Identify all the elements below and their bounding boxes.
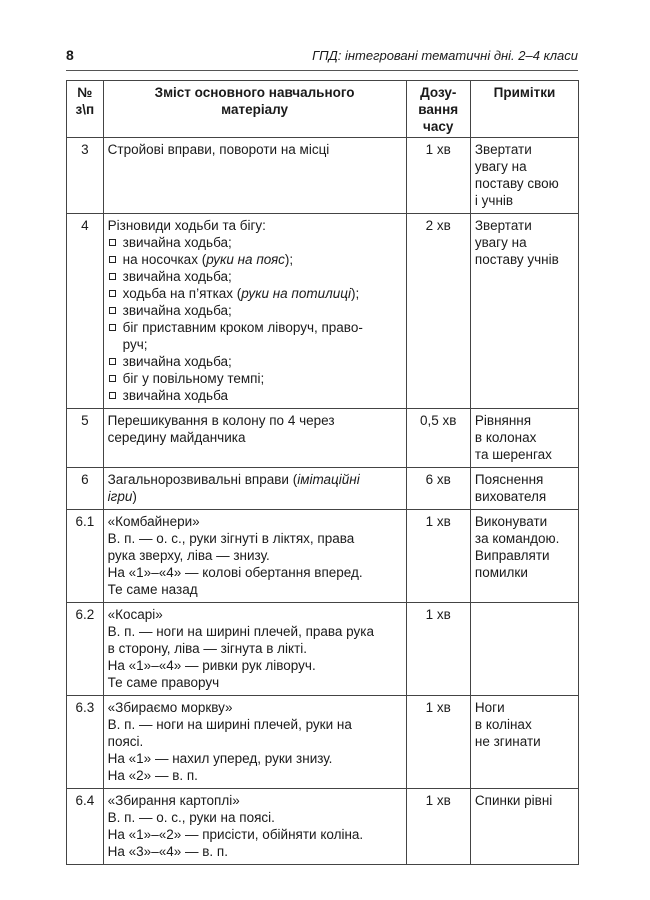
list-item: звичайна ходьба xyxy=(108,387,402,404)
row-dosage: 2 хв xyxy=(406,214,470,409)
header-notes: Примітки xyxy=(470,81,578,138)
list-item: звичайна ходьба; xyxy=(108,234,402,251)
row-number: 3 xyxy=(67,138,104,214)
table-row xyxy=(67,214,579,409)
page-header xyxy=(66,44,578,71)
square-bullet-icon xyxy=(109,358,116,365)
row-notes: Рівняння в колонах та шеренгах xyxy=(470,409,578,468)
square-bullet-icon xyxy=(109,375,116,382)
row-number: 6.1 xyxy=(67,510,104,603)
square-bullet-icon xyxy=(109,256,116,263)
bullet-list xyxy=(108,234,402,404)
list-item: звичайна ходьба; xyxy=(108,268,402,285)
row-number: 4 xyxy=(67,214,104,409)
row-dosage: 1 хв xyxy=(406,138,470,214)
row-number: 5 xyxy=(67,409,104,468)
table-header-row xyxy=(67,81,579,138)
square-bullet-icon xyxy=(109,290,116,297)
row-number: 6 xyxy=(67,468,104,510)
list-item: біг приставним кроком ліворуч, право- руч; xyxy=(108,319,402,353)
list-item: біг у повільному темпі; xyxy=(108,370,402,387)
list-item: ходьба на п’ятках (руки на потилиці); xyxy=(108,285,402,302)
row-notes: Пояснення вихователя xyxy=(470,468,578,510)
table-row xyxy=(67,138,579,214)
row-number: 6.4 xyxy=(67,789,104,865)
list-item: на носочках (руки на пояс); xyxy=(108,251,402,268)
row-notes: Спинки рівні xyxy=(470,789,578,865)
row-content: Стройові вправи, повороти на місці xyxy=(103,138,406,214)
header-dosage: Дозу- вання часу xyxy=(406,81,470,138)
row-dosage: 1 хв xyxy=(406,510,470,603)
table-row xyxy=(67,409,579,468)
running-title: ГПД: інтегровані тематичні дні. 2–4 класи xyxy=(312,48,578,63)
row-content: Різновиди ходьби та бігу: звичайна ходьба; на носочках (руки на пояс); звичайна ходьба; ходьба на п’ятках (руки на потилиці); звичайна ходьба; біг приставним кроком ліворуч, право- руч; звичайна ходьба; біг у повільному темпі; звичайна ходьба xyxy=(103,214,406,409)
row-content: «Косарі» В. п. — ноги на ширині плечей, права рука в сторону, ліва — зігнута в лікті. На «1»–«4» — ривки рук ліворуч. Те саме праворуч xyxy=(103,603,406,696)
page-number: 8 xyxy=(66,47,74,63)
row-number: 6.2 xyxy=(67,603,104,696)
row-content: Перешикування в колону по 4 через середину майданчика xyxy=(103,409,406,468)
row-notes: Звертати увагу на поставу учнів xyxy=(470,214,578,409)
square-bullet-icon xyxy=(109,239,116,246)
table-row xyxy=(67,468,579,510)
square-bullet-icon xyxy=(109,273,116,280)
row-content: Загальнорозвивальні вправи (імітаційні ігри) xyxy=(103,468,406,510)
header-number: № з\п xyxy=(67,81,104,138)
square-bullet-icon xyxy=(109,307,116,314)
square-bullet-icon xyxy=(109,392,116,399)
square-bullet-icon xyxy=(109,324,116,331)
list-item: звичайна ходьба; xyxy=(108,353,402,370)
row-dosage: 0,5 хв xyxy=(406,409,470,468)
row-dosage: 1 хв xyxy=(406,696,470,789)
lesson-table xyxy=(66,80,579,865)
row-notes: Звертати увагу на поставу свою і учнів xyxy=(470,138,578,214)
row-notes xyxy=(470,603,578,696)
table-row xyxy=(67,789,579,865)
table-row xyxy=(67,510,579,603)
row-content: «Збираємо моркву» В. п. — ноги на ширині плечей, руки на поясі. На «1» — нахил уперед, руки знизу. На «2» — в. п. xyxy=(103,696,406,789)
row-content: «Комбайнери» В. п. — о. с., руки зігнуті в ліктях, права рука зверху, ліва — знизу. На «1»–«4» — колові обертання вперед. Те саме назад xyxy=(103,510,406,603)
row-dosage: 6 хв xyxy=(406,468,470,510)
row-dosage: 1 хв xyxy=(406,789,470,865)
row-content: «Збирання картоплі» В. п. — о. с., руки на поясі. На «1»–«2» — присісти, обійняти коліна. На «3»–«4» — в. п. xyxy=(103,789,406,865)
header-content: Зміст основного навчального матеріалу xyxy=(103,81,406,138)
table-row xyxy=(67,696,579,789)
row-dosage: 1 хв xyxy=(406,603,470,696)
table-row xyxy=(67,603,579,696)
row-number: 6.3 xyxy=(67,696,104,789)
row-notes: Виконувати за командою. Виправляти помилки xyxy=(470,510,578,603)
row-notes: Ноги в колінах не згинати xyxy=(470,696,578,789)
list-item: звичайна ходьба; xyxy=(108,302,402,319)
